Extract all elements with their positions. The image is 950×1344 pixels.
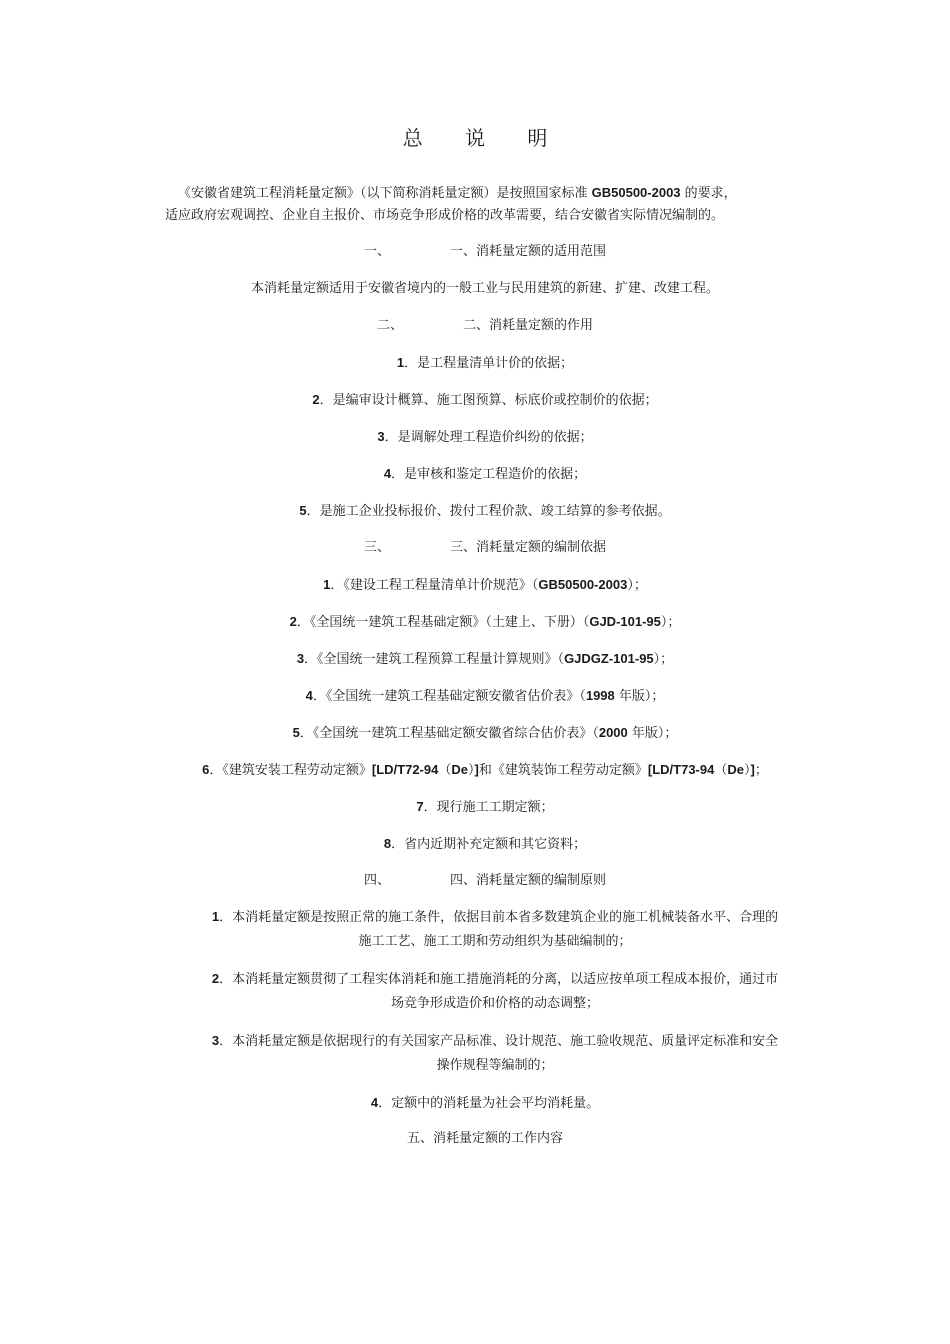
- item-text: ．《建筑安装工程劳动定额》: [209, 763, 372, 778]
- section-heading-5: 五、消耗量定额的工作内容: [406, 1131, 563, 1146]
- item-text: 年版）；: [614, 689, 665, 704]
- section-title: 四、消耗量定额的编制原则: [450, 873, 607, 888]
- item-text: 和《建筑装饰工程劳动定额》: [478, 763, 648, 778]
- list-item: [150, 687, 820, 706]
- item-code: ]: [750, 762, 755, 777]
- item-text: ）；: [627, 578, 647, 593]
- section-number: 四、: [363, 873, 390, 888]
- item-number: 3: [296, 651, 305, 666]
- list-item: [150, 1094, 820, 1113]
- item-text: ．《全国统一建筑工程预算工程量计算规则》（: [304, 652, 565, 667]
- item-line: [175, 967, 815, 992]
- item-number: 7: [416, 799, 424, 814]
- item-text: ．是调解处理工程造价纠纷的依据；: [384, 430, 593, 445]
- item-code: 1998: [585, 688, 615, 703]
- item-text: ）: [743, 763, 751, 778]
- section-heading-1: [150, 243, 820, 261]
- item-line: 操作规程等编制的；: [436, 1058, 554, 1073]
- item-text: ）: [468, 763, 475, 778]
- item-number: 3: [211, 1033, 220, 1048]
- section-number: 一、: [363, 244, 390, 259]
- list-item: [150, 835, 820, 854]
- list-item: [150, 391, 820, 410]
- intro-paragraph: [165, 182, 805, 227]
- item-code: ]: [474, 762, 479, 777]
- section-heading-3: [150, 539, 820, 557]
- intro-line-2: 适应政府宏观调控、企业自主报价、市场竞争形成价格的改革需要，结合安徽省实际情况编制的。: [165, 208, 725, 223]
- list-item: [150, 502, 820, 521]
- item-text: ．是工程量清单计价的依据；: [404, 356, 574, 371]
- item-line: 场竞争形成造价和价格的动态调整；: [390, 996, 599, 1011]
- section-number: 二、: [376, 318, 403, 333]
- list-item: [150, 613, 820, 632]
- list-item: [175, 967, 815, 1016]
- item-line: 施工工艺、施工工期和劳动组织为基础编制的；: [358, 934, 632, 949]
- page-title: 总 说 明: [402, 126, 566, 150]
- item-text: ．是施工企业投标报价、拨付工程价款、竣工结算的参考依据。: [306, 504, 671, 519]
- item-number: 4: [370, 1095, 379, 1110]
- item-number: 2: [289, 614, 297, 629]
- list-item: [150, 428, 820, 447]
- list-item: [150, 354, 820, 373]
- item-code: GJDGZ-101-95: [564, 651, 654, 666]
- item-number: 6: [202, 762, 210, 777]
- item-text: ．定额中的消耗量为社会平均消耗量。: [378, 1096, 600, 1111]
- section-body: 本消耗量定额适用于安徽省境内的一般工业与民用建筑的新建、扩建、改建工程。: [250, 281, 719, 296]
- list-item: [150, 465, 820, 484]
- item-number: 1: [323, 577, 331, 592]
- list-item: [175, 1029, 815, 1078]
- item-code: [LD/T73-94: [647, 762, 715, 777]
- item-text: （: [438, 763, 452, 778]
- item-text: ．《全国统一建筑工程基础定额安徽省估价表》（: [312, 689, 586, 704]
- item-code: GB50500-2003: [538, 577, 628, 592]
- standard-code: GB50500-2003: [591, 185, 681, 200]
- item-line: [175, 1029, 815, 1054]
- intro-text: 的要求，: [680, 186, 737, 201]
- list-item: [150, 650, 820, 669]
- item-number: 4: [305, 688, 313, 703]
- item-code: [LD/T72-94: [371, 762, 439, 777]
- item-code: De: [451, 762, 468, 777]
- item-text: ．现行施工工期定额；: [423, 800, 554, 815]
- section-heading-4: [150, 872, 820, 890]
- item-number: 3: [377, 429, 385, 444]
- intro-text: 《安徽省建筑工程消耗量定额》（以下简称消耗量定额）是按照国家标准: [178, 186, 592, 201]
- item-line: [175, 905, 815, 930]
- item-text: ．是审核和鉴定工程造价的依据；: [391, 467, 587, 482]
- item-number: 2: [211, 971, 220, 986]
- item-number: 1: [396, 355, 405, 370]
- item-code: GJD-101-95: [589, 614, 661, 629]
- item-text: ）；: [660, 615, 681, 630]
- section-title: 一、消耗量定额的适用范围: [450, 244, 607, 259]
- list-item: [150, 576, 820, 595]
- item-text: 年版）；: [627, 726, 678, 741]
- item-number: 8: [383, 836, 392, 851]
- list-item: [175, 905, 815, 954]
- section-title: 二、消耗量定额的作用: [463, 318, 594, 333]
- item-number: 2: [312, 392, 320, 407]
- item-number: 4: [383, 466, 392, 481]
- item-text: （: [714, 763, 728, 778]
- item-text: ．《全国统一建筑工程基础定额安徽省综合估价表》（: [299, 726, 599, 741]
- list-item: [150, 798, 820, 817]
- item-number: 5: [299, 503, 307, 518]
- list-item: [150, 761, 820, 780]
- item-code: 2000: [598, 725, 628, 740]
- section-number: 三、: [363, 540, 390, 555]
- item-text: ；: [754, 763, 768, 778]
- item-text: ．本消耗量定额是按照正常的施工条件，依据目前本省多数建筑企业的施工机械装备水平、合理的: [219, 910, 779, 925]
- section-title: 三、消耗量定额的编制依据: [450, 540, 607, 555]
- intro-line-1: [165, 182, 805, 205]
- section-heading-2: [150, 317, 820, 335]
- item-text: ．本消耗量定额是依据现行的有关国家产品标准、设计规范、施工验收规范、质量评定标准和安全: [219, 1034, 779, 1049]
- item-code: De: [727, 762, 744, 777]
- item-text: ．《全国统一建筑工程基础定额》（土建上、下册）（: [296, 615, 590, 630]
- item-number: 1: [211, 909, 220, 924]
- item-text: ．《建设工程工程量清单计价规范》（: [330, 578, 539, 593]
- list-item: [150, 724, 820, 743]
- item-text: ．本消耗量定额贯彻了工程实体消耗和施工措施消耗的分离，以适应按单项工程成本报价，通过市: [219, 972, 779, 987]
- item-number: 5: [292, 725, 300, 740]
- item-text: ．省内近期补充定额和其它资料；: [391, 837, 587, 852]
- item-text: ．是编审设计概算、施工图预算、标底价或控制价的依据；: [319, 393, 658, 408]
- item-text: ）；: [653, 652, 674, 667]
